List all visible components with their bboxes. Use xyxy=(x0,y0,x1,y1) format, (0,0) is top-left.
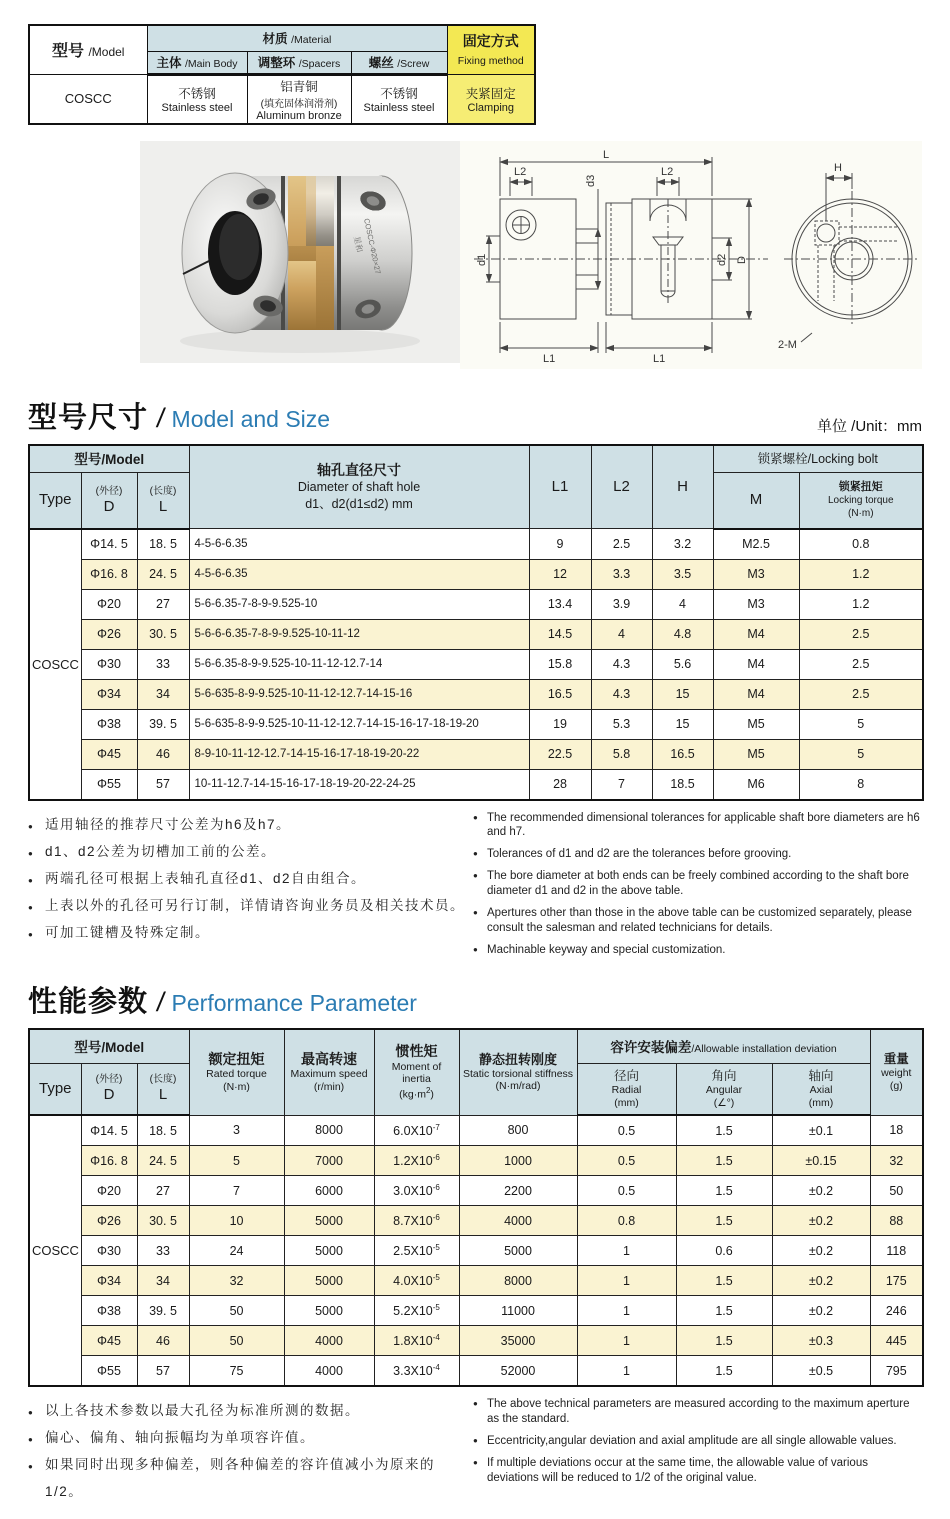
cell-outer-diameter: Φ16. 8 xyxy=(81,1146,137,1176)
perf-notes-zh xyxy=(28,1397,473,1505)
model-header-zh: 型号 xyxy=(52,43,89,61)
perf-rated-header: 额定扭矩 Rated torque (N·m) xyxy=(189,1029,284,1115)
cell-radial-deviation: 1 xyxy=(577,1296,676,1326)
dim-label-H: H xyxy=(834,161,842,174)
cell-locking-torque: 2.5 xyxy=(799,679,923,709)
hole-header-en: Diameter of shaft hole xyxy=(297,480,421,495)
cell-moment-of-inertia: $5.2X10^{-5}$ xyxy=(374,1296,459,1326)
table-row xyxy=(29,1356,923,1387)
perf-radial-header: 径向 Radial (mm) xyxy=(577,1063,676,1115)
cell-shaft-holes: 4-5-6-6.35 xyxy=(189,529,529,560)
cell-outer-diameter: Φ16. 8 xyxy=(81,559,137,589)
note-item: ● 如果同时出现多种偏差，则各种偏差的容许值减小为原来的1/2。 xyxy=(28,1451,473,1505)
cell-length: 57 xyxy=(137,769,189,800)
engraving-model: COSCC-Φ20×27 xyxy=(362,217,383,275)
cell-moment-of-inertia: $1.8X10^{-4}$ xyxy=(374,1326,459,1356)
cell-weight: 795 xyxy=(870,1356,923,1387)
perf-speed-header: 最高转速 Maximum speed (r/min) xyxy=(284,1029,374,1115)
size-d-header: (外径) D xyxy=(81,473,137,529)
dim-label-L2-right: L2 xyxy=(661,165,674,178)
cell-length: 34 xyxy=(137,1266,189,1296)
material-header-cell xyxy=(147,25,447,51)
cell-moment-of-inertia: $6.0X10^{-7}$ xyxy=(374,1115,459,1146)
cell-locking-bolt: M5 xyxy=(713,709,799,739)
spacers-header-zh: 调整环 xyxy=(257,55,299,70)
image-left-gap xyxy=(28,141,140,369)
cell-torsional-stiffness: 800 xyxy=(459,1115,577,1146)
cell-l2: 7 xyxy=(591,769,652,800)
cell-shaft-holes: 5-6-635-8-9-9.525-10-11-12-12.7-14-15-16-17-18-19-20 xyxy=(189,709,529,739)
cell-shaft-holes: 5-6-6.35-7-8-9-9.525-10 xyxy=(189,589,529,619)
cell-locking-torque: 2.5 xyxy=(799,649,923,679)
cell-axial-deviation: ±0.15 xyxy=(772,1146,870,1176)
table-row xyxy=(29,1296,923,1326)
cell-axial-deviation: ±0.2 xyxy=(772,1176,870,1206)
fixing-header-en: Fixing method xyxy=(457,54,524,67)
cell-outer-diameter: Φ14. 5 xyxy=(81,529,137,560)
cell-l1: 12 xyxy=(529,559,591,589)
perf-notes-en xyxy=(473,1397,922,1505)
cell-angular-deviation: 1.5 xyxy=(676,1115,772,1146)
cell-length: 18. 5 xyxy=(137,1115,189,1146)
table-row xyxy=(29,709,923,739)
note-item: ● Eccentricity,angular deviation and axial amplitude are all single allowable values. xyxy=(473,1434,922,1449)
cell-max-speed: 4000 xyxy=(284,1356,374,1387)
size-model-group-header: 型号/Model xyxy=(29,445,189,473)
cell-moment-of-inertia: $8.7X10^{-6}$ xyxy=(374,1206,459,1236)
table-row xyxy=(29,1176,923,1206)
dim-label-L2-left: L2 xyxy=(514,165,527,178)
cell-outer-diameter: Φ30 xyxy=(81,1236,137,1266)
images-band xyxy=(28,141,922,369)
cell-length: 24. 5 xyxy=(137,1146,189,1176)
screw-header-zh: 螺丝 xyxy=(368,55,398,70)
note-item: ● Machinable keyway and special customization. xyxy=(473,943,922,958)
size-table xyxy=(28,444,924,801)
fixing-header-zh: 固定方式 xyxy=(462,32,519,49)
cell-radial-deviation: 0.8 xyxy=(577,1206,676,1236)
cell-l1: 13.4 xyxy=(529,589,591,619)
dim-label-d2: d2 xyxy=(716,253,728,266)
cell-rated-torque: 75 xyxy=(189,1356,284,1387)
cell-outer-diameter: Φ26 xyxy=(81,1206,137,1236)
cell-outer-diameter: Φ55 xyxy=(81,769,137,800)
cell-l1: 22.5 xyxy=(529,739,591,769)
cell-length: 33 xyxy=(137,649,189,679)
cell-radial-deviation: 1 xyxy=(577,1266,676,1296)
cell-axial-deviation: ±0.2 xyxy=(772,1206,870,1236)
cell-shaft-holes: 4-5-6-6.35 xyxy=(189,559,529,589)
table-row xyxy=(29,529,923,560)
note-item: ● 以上各技术参数以最大孔径为标准所测的数据。 xyxy=(28,1397,473,1424)
table-row xyxy=(29,1326,923,1356)
dim-label-d1: d1 xyxy=(476,253,488,266)
perf-title-en: Performance Parameter xyxy=(171,990,417,1016)
main-body-header-cell xyxy=(147,51,247,74)
cell-max-speed: 5000 xyxy=(284,1206,374,1236)
cell-rated-torque: 50 xyxy=(189,1326,284,1356)
cell-moment-of-inertia: $3.0X10^{-6}$ xyxy=(374,1176,459,1206)
cell-length: 24. 5 xyxy=(137,559,189,589)
note-item: ● d1、d2公差为切槽加工前的公差。 xyxy=(28,838,473,865)
cell-outer-diameter: Φ20 xyxy=(81,1176,137,1206)
cell-length: 30. 5 xyxy=(137,619,189,649)
cell-radial-deviation: 1 xyxy=(577,1356,676,1387)
dim-label-L1-left: L1 xyxy=(543,352,556,365)
cell-angular-deviation: 1.5 xyxy=(676,1356,772,1387)
cell-outer-diameter: Φ34 xyxy=(81,679,137,709)
size-title-en: Model and Size xyxy=(171,405,331,432)
cell-locking-bolt: M4 xyxy=(713,649,799,679)
perf-section-title xyxy=(28,979,922,1020)
cell-shaft-holes: 5-6-6.35-8-9-9.525-10-11-12-12.7-14 xyxy=(189,649,529,679)
cell-axial-deviation: ±0.2 xyxy=(772,1236,870,1266)
size-notes xyxy=(28,811,922,966)
table-row xyxy=(29,589,923,619)
cell-weight: 246 xyxy=(870,1296,923,1326)
cell-angular-deviation: 0.6 xyxy=(676,1236,772,1266)
cell-locking-bolt: M4 xyxy=(713,619,799,649)
dim-label-D: D xyxy=(736,255,748,264)
cell-torsional-stiffness: 2200 xyxy=(459,1176,577,1206)
cell-length: 33 xyxy=(137,1236,189,1266)
cell-length: 46 xyxy=(137,1326,189,1356)
cell-radial-deviation: 1 xyxy=(577,1236,676,1266)
cell-l1: 28 xyxy=(529,769,591,800)
perf-table xyxy=(28,1028,924,1387)
cell-max-speed: 5000 xyxy=(284,1236,374,1266)
cell-weight: 50 xyxy=(870,1176,923,1206)
size-hole-header xyxy=(189,445,529,529)
cell-l1: 14.5 xyxy=(529,619,591,649)
cell-l2: 3.9 xyxy=(591,589,652,619)
cell-angular-deviation: 1.5 xyxy=(676,1206,772,1236)
product-photo xyxy=(140,141,460,363)
spacers-note: (填充固体润滑剂) xyxy=(260,98,338,110)
table-row xyxy=(29,1146,923,1176)
cell-moment-of-inertia: $4.0X10^{-5}$ xyxy=(374,1266,459,1296)
table-row xyxy=(29,1206,923,1236)
cell-radial-deviation: 1 xyxy=(577,1326,676,1356)
type-cell: COSCC xyxy=(29,1115,81,1386)
cell-weight: 118 xyxy=(870,1236,923,1266)
cell-shaft-holes: 5-6-635-8-9-9.525-10-11-12-12.7-14-15-16 xyxy=(189,679,529,709)
cell-torsional-stiffness: 5000 xyxy=(459,1236,577,1266)
cell-max-speed: 8000 xyxy=(284,1115,374,1146)
cell-shaft-holes: 5-6-6-6.35-7-8-9-9.525-10-11-12 xyxy=(189,619,529,649)
spacers-header-cell xyxy=(247,51,351,74)
cell-length: 27 xyxy=(137,589,189,619)
table-row xyxy=(29,1236,923,1266)
perf-l-header: (长度) L xyxy=(137,1063,189,1115)
cell-l2: 3.3 xyxy=(591,559,652,589)
cell-rated-torque: 5 xyxy=(189,1146,284,1176)
size-notes-zh xyxy=(28,811,473,966)
cell-max-speed: 4000 xyxy=(284,1326,374,1356)
note-item: ● 可加工键槽及特殊定制。 xyxy=(28,919,473,946)
table-row xyxy=(29,769,923,800)
main-body-zh: 不锈钢 xyxy=(178,87,216,101)
dim-label-d3: d3 xyxy=(585,174,597,187)
model-header-cell xyxy=(29,25,147,74)
cell-locking-torque: 5 xyxy=(799,739,923,769)
material-table xyxy=(28,24,536,125)
material-header-en: /Material xyxy=(291,33,332,46)
dim-label-2M: 2-M xyxy=(778,338,797,351)
spacers-zh: 铝青铜 xyxy=(280,79,318,94)
cell-torsional-stiffness: 35000 xyxy=(459,1326,577,1356)
cell-axial-deviation: ±0.1 xyxy=(772,1115,870,1146)
cell-weight: 445 xyxy=(870,1326,923,1356)
cell-max-speed: 5000 xyxy=(284,1296,374,1326)
screw-header-cell xyxy=(351,51,447,74)
cell-weight: 32 xyxy=(870,1146,923,1176)
cell-h: 3.5 xyxy=(652,559,713,589)
cell-axial-deviation: ±0.5 xyxy=(772,1356,870,1387)
cell-radial-deviation: 0.5 xyxy=(577,1146,676,1176)
cell-outer-diameter: Φ45 xyxy=(81,1326,137,1356)
cell-h: 5.6 xyxy=(652,649,713,679)
cell-max-speed: 6000 xyxy=(284,1176,374,1206)
cell-rated-torque: 24 xyxy=(189,1236,284,1266)
size-l1-header: L1 xyxy=(529,445,591,529)
cell-moment-of-inertia: $1.2X10^{-6}$ xyxy=(374,1146,459,1176)
note-item: ● 上表以外的孔径可另行订制，详情请咨询业务员及相关技术员。 xyxy=(28,892,473,919)
screw-header-en: /Screw xyxy=(397,57,430,70)
cell-length: 27 xyxy=(137,1176,189,1206)
cell-angular-deviation: 1.5 xyxy=(676,1266,772,1296)
cell-torsional-stiffness: 11000 xyxy=(459,1296,577,1326)
cell-weight: 18 xyxy=(870,1115,923,1146)
cell-length: 46 xyxy=(137,739,189,769)
cell-rated-torque: 10 xyxy=(189,1206,284,1236)
table-row xyxy=(29,619,923,649)
size-l-header: (长度) L xyxy=(137,473,189,529)
perf-axial-header: 轴向 Axial (mm) xyxy=(772,1063,870,1115)
perf-deviation-group-header: 容许安装偏差/Allowable installation deviation xyxy=(577,1029,870,1063)
size-notes-en xyxy=(473,811,922,966)
cell-axial-deviation: ±0.2 xyxy=(772,1266,870,1296)
cell-torsional-stiffness: 4000 xyxy=(459,1206,577,1236)
perf-model-group-header: 型号/Model xyxy=(29,1029,189,1063)
cell-max-speed: 5000 xyxy=(284,1266,374,1296)
cell-l1: 9 xyxy=(529,529,591,560)
coupling-photo-illustration xyxy=(140,141,460,363)
dim-label-L: L xyxy=(603,148,610,161)
note-item: ● The bore diameter at both ends can be freely combined according to the shaft bore diameter d1 and d2 in the above table. xyxy=(473,869,922,899)
hole-header-zh: 轴孔直径尺寸 xyxy=(317,461,402,478)
cell-outer-diameter: Φ38 xyxy=(81,1296,137,1326)
cell-locking-bolt: M6 xyxy=(713,769,799,800)
main-body-en: Stainless steel xyxy=(161,102,233,114)
cell-l2: 5.3 xyxy=(591,709,652,739)
table-row xyxy=(29,1115,923,1146)
cell-rated-torque: 3 xyxy=(189,1115,284,1146)
cell-l2: 4 xyxy=(591,619,652,649)
cell-torsional-stiffness: 52000 xyxy=(459,1356,577,1387)
cell-rated-torque: 50 xyxy=(189,1296,284,1326)
cell-locking-torque: 1.2 xyxy=(799,589,923,619)
cell-h: 16.5 xyxy=(652,739,713,769)
cell-outer-diameter: Φ14. 5 xyxy=(81,1115,137,1146)
title-slash: / xyxy=(154,987,167,1017)
note-item: ● 两端孔径可根据上表轴孔直径d1、d2自由组合。 xyxy=(28,865,473,892)
note-item: ● Apertures other than those in the above table can be customized separately, please consult the salesman and related technicians for details. xyxy=(473,906,922,936)
cell-outer-diameter: Φ34 xyxy=(81,1266,137,1296)
note-item: ● 偏心、偏角、轴向振幅均为单项容许值。 xyxy=(28,1424,473,1451)
cell-h: 3.2 xyxy=(652,529,713,560)
type-cell: COSCC xyxy=(29,529,81,800)
note-item: ● Tolerances of d1 and d2 are the tolerances before grooving. xyxy=(473,847,922,862)
note-item: ● The recommended dimensional tolerances for applicable shaft bore diameters are h6 and h7. xyxy=(473,811,922,841)
perf-stiffness-header: 静态扭转刚度 Static torsional stiffness (N·m/rad) xyxy=(459,1029,577,1115)
cell-moment-of-inertia: $2.5X10^{-5}$ xyxy=(374,1236,459,1266)
cell-h: 18.5 xyxy=(652,769,713,800)
cell-shaft-holes: 10-11-12.7-14-15-16-17-18-19-20-22-24-25 xyxy=(189,769,529,800)
size-torque-header: 锁紧扭矩 Locking torque (N·m) xyxy=(799,473,923,529)
screw-zh: 不锈钢 xyxy=(380,87,418,101)
fixing-method-header-cell xyxy=(447,25,535,74)
cell-length: 39. 5 xyxy=(137,709,189,739)
screw-en: Stainless steel xyxy=(363,102,435,114)
cell-moment-of-inertia: $3.3X10^{-4}$ xyxy=(374,1356,459,1387)
note-item: ● 适用轴径的推荐尺寸公差为h6及h7。 xyxy=(28,811,473,838)
cell-l1: 15.8 xyxy=(529,649,591,679)
cell-max-speed: 7000 xyxy=(284,1146,374,1176)
title-slash: / xyxy=(154,402,167,433)
cell-weight: 175 xyxy=(870,1266,923,1296)
perf-notes xyxy=(28,1397,922,1505)
table-row xyxy=(29,739,923,769)
cell-length: 34 xyxy=(137,679,189,709)
note-item: ● The above technical parameters are measured according to the maximum aperture as the standard. xyxy=(473,1397,922,1427)
dim-label-L1-right: L1 xyxy=(653,352,666,365)
perf-weight-header: 重量 weight (g) xyxy=(870,1029,923,1115)
cell-l2: 4.3 xyxy=(591,679,652,709)
dimension-drawing xyxy=(460,141,922,369)
engraving-brand: 星和 xyxy=(352,235,365,253)
hole-header-formula: d1、d2(d1≤d2) mm xyxy=(305,496,413,511)
cell-outer-diameter: Φ38 xyxy=(81,709,137,739)
cell-outer-diameter: Φ45 xyxy=(81,739,137,769)
cell-l2: 2.5 xyxy=(591,529,652,560)
cell-angular-deviation: 1.5 xyxy=(676,1176,772,1206)
cell-rated-torque: 7 xyxy=(189,1176,284,1206)
size-h-header: H xyxy=(652,445,713,529)
cell-angular-deviation: 1.5 xyxy=(676,1296,772,1326)
size-section-title xyxy=(28,395,922,436)
spacers-value-cell xyxy=(247,74,351,124)
perf-angular-header: 角向 Angular (∠°) xyxy=(676,1063,772,1115)
cell-angular-deviation: 1.5 xyxy=(676,1146,772,1176)
main-body-header-en: /Main Body xyxy=(184,57,238,70)
cell-rated-torque: 32 xyxy=(189,1266,284,1296)
cell-l1: 16.5 xyxy=(529,679,591,709)
perf-type-header: Type xyxy=(29,1063,81,1115)
cell-locking-torque: 2.5 xyxy=(799,619,923,649)
cell-locking-bolt: M4 xyxy=(713,679,799,709)
cell-locking-torque: 5 xyxy=(799,709,923,739)
perf-title-zh: 性能参数 xyxy=(28,986,149,1018)
cell-weight: 88 xyxy=(870,1206,923,1236)
size-title-zh: 型号尺寸 xyxy=(28,401,149,434)
cell-axial-deviation: ±0.3 xyxy=(772,1326,870,1356)
cell-length: 30. 5 xyxy=(137,1206,189,1236)
cell-angular-deviation: 1.5 xyxy=(676,1326,772,1356)
unit-label: 单位 /Unit：mm xyxy=(816,417,922,435)
spacers-en: Aluminum bronze xyxy=(256,109,342,122)
cell-locking-torque: 1.2 xyxy=(799,559,923,589)
cell-locking-bolt: M3 xyxy=(713,589,799,619)
technical-drawing xyxy=(460,141,922,369)
fixing-zh: 夹紧固定 xyxy=(465,86,516,101)
cell-h: 4.8 xyxy=(652,619,713,649)
fixing-en: Clamping xyxy=(467,101,514,114)
screw-value-cell xyxy=(351,74,447,124)
cell-l1: 19 xyxy=(529,709,591,739)
size-m-header: M xyxy=(713,473,799,529)
cell-length: 18. 5 xyxy=(137,529,189,560)
fixing-value-cell xyxy=(447,74,535,124)
cell-outer-diameter: Φ30 xyxy=(81,649,137,679)
cell-locking-bolt: M3 xyxy=(713,559,799,589)
size-locking-group-header: 锁紧螺栓/Locking bolt xyxy=(713,445,923,473)
model-value-cell: COSCC xyxy=(29,74,147,124)
cell-locking-bolt: M2.5 xyxy=(713,529,799,560)
main-body-value-cell xyxy=(147,74,247,124)
cell-locking-torque: 8 xyxy=(799,769,923,800)
cell-locking-bolt: M5 xyxy=(713,739,799,769)
cell-h: 15 xyxy=(652,709,713,739)
spacers-header-en: /Spacers xyxy=(298,57,341,70)
model-header-en: /Model xyxy=(88,45,125,60)
cell-torsional-stiffness: 8000 xyxy=(459,1266,577,1296)
cell-outer-diameter: Φ55 xyxy=(81,1356,137,1387)
cell-length: 39. 5 xyxy=(137,1296,189,1326)
cell-l2: 4.3 xyxy=(591,649,652,679)
cell-shaft-holes: 8-9-10-11-12-12.7-14-15-16-17-18-19-20-22 xyxy=(189,739,529,769)
table-row xyxy=(29,559,923,589)
perf-inertia-header: 惯性矩 Moment of inertia $(kg\cdot m^2)$ xyxy=(374,1029,459,1115)
size-type-header: Type xyxy=(29,473,81,529)
cell-torsional-stiffness: 1000 xyxy=(459,1146,577,1176)
cell-locking-torque: 0.8 xyxy=(799,529,923,560)
material-header-zh: 材质 xyxy=(262,31,292,46)
cell-h: 4 xyxy=(652,589,713,619)
cell-radial-deviation: 0.5 xyxy=(577,1176,676,1206)
cell-axial-deviation: ±0.2 xyxy=(772,1296,870,1326)
cell-radial-deviation: 0.5 xyxy=(577,1115,676,1146)
cell-outer-diameter: Φ26 xyxy=(81,619,137,649)
cell-l2: 5.8 xyxy=(591,739,652,769)
cell-outer-diameter: Φ20 xyxy=(81,589,137,619)
perf-d-header: (外径) D xyxy=(81,1063,137,1115)
table-row xyxy=(29,1266,923,1296)
table-row xyxy=(29,649,923,679)
cell-length: 57 xyxy=(137,1356,189,1387)
note-item: ● If multiple deviations occur at the same time, the allowable value of various deviations will be reduced to 1/2 of the original value. xyxy=(473,1456,922,1486)
main-body-header-zh: 主体 xyxy=(156,55,185,70)
table-row xyxy=(29,679,923,709)
cell-h: 15 xyxy=(652,679,713,709)
size-l2-header: L2 xyxy=(591,445,652,529)
